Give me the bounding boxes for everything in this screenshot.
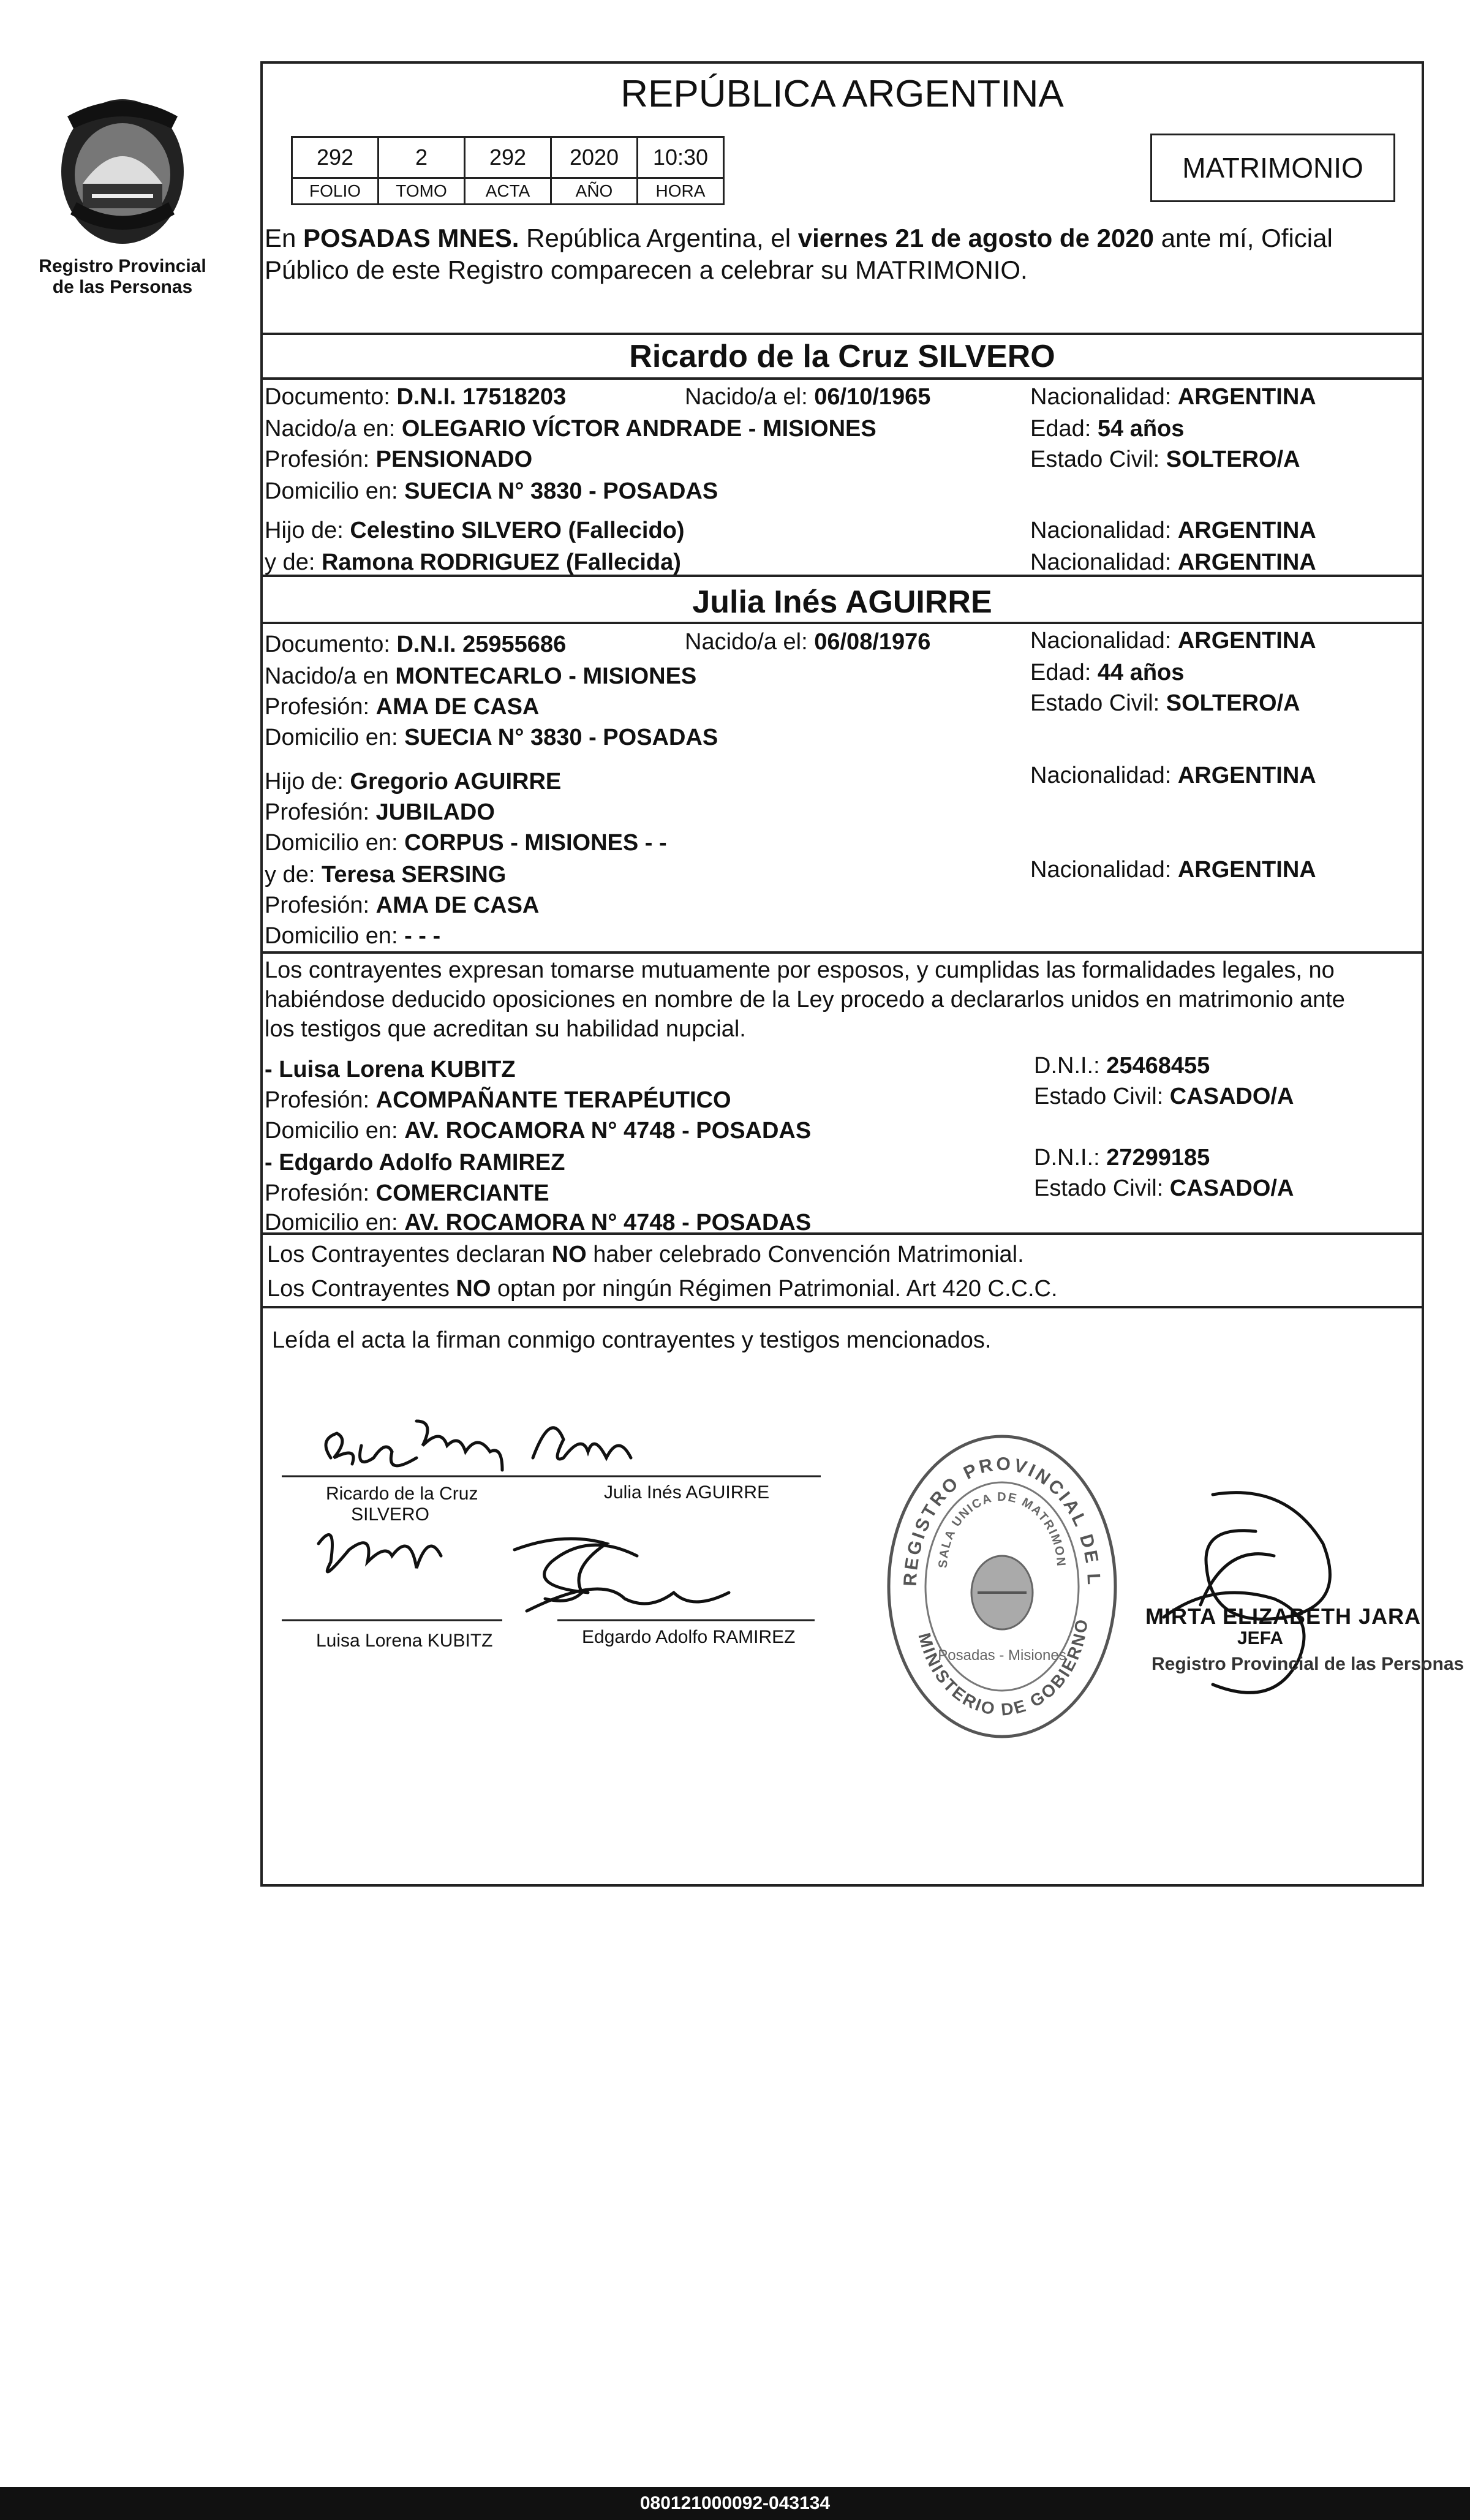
witness2-dni: D.N.I.: 27299185 — [1034, 1145, 1210, 1171]
spouse2-doc: Documento: D.N.I. 25955686 — [265, 632, 567, 657]
tomo-label: TOMO — [379, 178, 465, 205]
intro-line2: Público de este Registro comparecen a celebrar su MATRIMONIO. — [265, 255, 1028, 284]
spouse2-civil-status: Estado Civil: SOLTERO/A — [1030, 690, 1300, 716]
patrimonial-clause1: Los Contrayentes declaran NO haber celebrado Convención Matrimonial. — [267, 1242, 1024, 1267]
divider — [260, 333, 1424, 335]
document-code-bar: 080121000092-043134 — [0, 2487, 1470, 2520]
spouse2-born-on: Nacido/a el: 06/08/1976 — [685, 629, 931, 655]
signature-witness2-label: Edgardo Adolfo RAMIREZ — [582, 1627, 796, 1647]
signature-spouse1-label: Ricardo de la Cruz SILVERO — [326, 1484, 478, 1525]
spouse2-address: Domicilio en: SUECIA N° 3830 - POSADAS — [265, 725, 718, 750]
witness2-name: - Edgardo Adolfo RAMIREZ — [265, 1150, 565, 1175]
spouse1-nationality: Nacionalidad: ARGENTINA — [1030, 384, 1316, 410]
spouse2-mother-nationality: Nacionalidad: ARGENTINA — [1030, 857, 1316, 883]
closing-text: Leída el acta la firman conmigo contrayentes y testigos mencionados. — [272, 1327, 992, 1353]
act-type-box: MATRIMONIO — [1150, 134, 1395, 202]
spouse2-name: Julia Inés AGUIRRE — [692, 584, 992, 620]
witness2-address: Domicilio en: AV. ROCAMORA N° 4748 - POSADAS — [265, 1210, 812, 1235]
spouse2-father: Hijo de: Gregorio AGUIRRE — [265, 769, 562, 794]
logo-org-line1: Registro Provincial — [39, 256, 206, 276]
spouse1-age: Edad: 54 años — [1030, 416, 1185, 442]
spouse1-doc: Documento: D.N.I. 17518203 — [265, 384, 567, 410]
declaration-line3: los testigos que acreditan su habilidad nupcial. — [265, 1016, 746, 1042]
spouse2-mother-address: Domicilio en: - - - — [265, 923, 441, 949]
witness2-profession: Profesión: COMERCIANTE — [265, 1180, 549, 1206]
declaration-line2: habiéndose deducido oposiciones en nombre de la Ley procedo a declararlos unidos en matrimonio ante — [265, 987, 1345, 1013]
spouse2-mother: y de: Teresa SERSING — [265, 862, 507, 888]
spouse1-address: Domicilio en: SUECIA N° 3830 - POSADAS — [265, 478, 718, 504]
spouse2-father-nationality: Nacionalidad: ARGENTINA — [1030, 763, 1316, 788]
spouse1-mother-nationality: Nacionalidad: ARGENTINA — [1030, 549, 1316, 575]
page-title: REPÚBLICA ARGENTINA — [620, 73, 1064, 115]
intro-line1: En POSADAS MNES. República Argentina, el viernes 21 de agosto de 2020 ante mí, Oficial — [265, 224, 1333, 252]
hora-value: 10:30 — [638, 137, 724, 178]
divider — [260, 622, 1424, 624]
spouse1-civil-status: Estado Civil: SOLTERO/A — [1030, 447, 1300, 472]
spouse2-age: Edad: 44 años — [1030, 660, 1185, 685]
misiones-coat-of-arms-icon — [49, 92, 196, 251]
declaration-line1: Los contrayentes expresan tomarse mutuamente por esposos, y cumplidas las formalidades legales, no — [265, 957, 1335, 983]
witness1-profession: Profesión: ACOMPAÑANTE TERAPÉUTICO — [265, 1087, 731, 1113]
spouse1-mother: y de: Ramona RODRIGUEZ (Fallecida) — [265, 549, 681, 575]
official-seal — [880, 1427, 1125, 1746]
spouse1-profession: Profesión: PENSIONADO — [265, 447, 533, 472]
spouse2-born-in: Nacido/a en MONTECARLO - MISIONES — [265, 663, 697, 689]
folio-value: 292 — [292, 137, 379, 178]
patrimonial-clause2: Los Contrayentes NO optan por ningún Régimen Patrimonial. Art 420 C.C.C. — [267, 1276, 1058, 1302]
registry-table — [291, 136, 725, 205]
spouse2-father-address: Domicilio en: CORPUS - MISIONES - - — [265, 830, 667, 856]
signature-spouse2-label: Julia Inés AGUIRRE — [604, 1482, 770, 1503]
divider — [260, 377, 1424, 380]
spouse1-name: Ricardo de la Cruz SILVERO — [629, 339, 1055, 374]
divider — [260, 951, 1424, 954]
witness1-civil-status: Estado Civil: CASADO/A — [1034, 1084, 1294, 1109]
spouse2-mother-profession: Profesión: AMA DE CASA — [265, 892, 540, 918]
spouse2-father-profession: Profesión: JUBILADO — [265, 799, 495, 825]
logo-org-line2: de las Personas — [52, 277, 193, 297]
svg-text:MINISTERIO DE GOBIERNO: MINISTERIO DE GOBIERNO — [914, 1616, 1091, 1719]
witness2-civil-status: Estado Civil: CASADO/A — [1034, 1175, 1294, 1201]
svg-text:Posadas - Misiones: Posadas - Misiones — [938, 1647, 1066, 1664]
svg-text:SALA UNICA DE MATRIMONIOS: SALA UNICA DE MATRIMON — [936, 1490, 1068, 1569]
spouse2-profession: Profesión: AMA DE CASA — [265, 694, 540, 720]
official-name: MIRTA ELIZABETH JARA — [1145, 1604, 1421, 1629]
divider — [260, 1306, 1424, 1308]
tomo-value: 2 — [379, 137, 465, 178]
folio-label: FOLIO — [292, 178, 379, 205]
spouse1-father: Hijo de: Celestino SILVERO (Fallecido) — [265, 518, 685, 543]
spouse2-nationality: Nacionalidad: ARGENTINA — [1030, 628, 1316, 654]
spouse1-born-in: Nacido/a en: OLEGARIO VÍCTOR ANDRADE - MISIONES — [265, 416, 876, 442]
official-office: Registro Provincial de las Personas — [1152, 1654, 1464, 1674]
spouse1-father-nationality: Nacionalidad: ARGENTINA — [1030, 518, 1316, 543]
signature-witness1-label: Luisa Lorena KUBITZ — [316, 1631, 493, 1651]
svg-text:REGISTRO PROVINCIAL DE LAS PER: REGISTRO PROVINCIAL DE L — [900, 1454, 1104, 1588]
seal-icon — [880, 1427, 1125, 1746]
witness1-address: Domicilio en: AV. ROCAMORA N° 4748 - POSADAS — [265, 1118, 812, 1144]
hora-label: HORA — [638, 178, 724, 205]
witness1-name: - Luisa Lorena KUBITZ — [265, 1057, 516, 1082]
ano-value: 2020 — [551, 137, 638, 178]
official-title: JEFA — [1237, 1628, 1284, 1648]
spouse1-born-on: Nacido/a el: 06/10/1965 — [685, 384, 931, 410]
ano-label: AÑO — [551, 178, 638, 205]
acta-label: ACTA — [465, 178, 551, 205]
acta-value: 292 — [465, 137, 551, 178]
witness1-dni: D.N.I.: 25468455 — [1034, 1053, 1210, 1079]
